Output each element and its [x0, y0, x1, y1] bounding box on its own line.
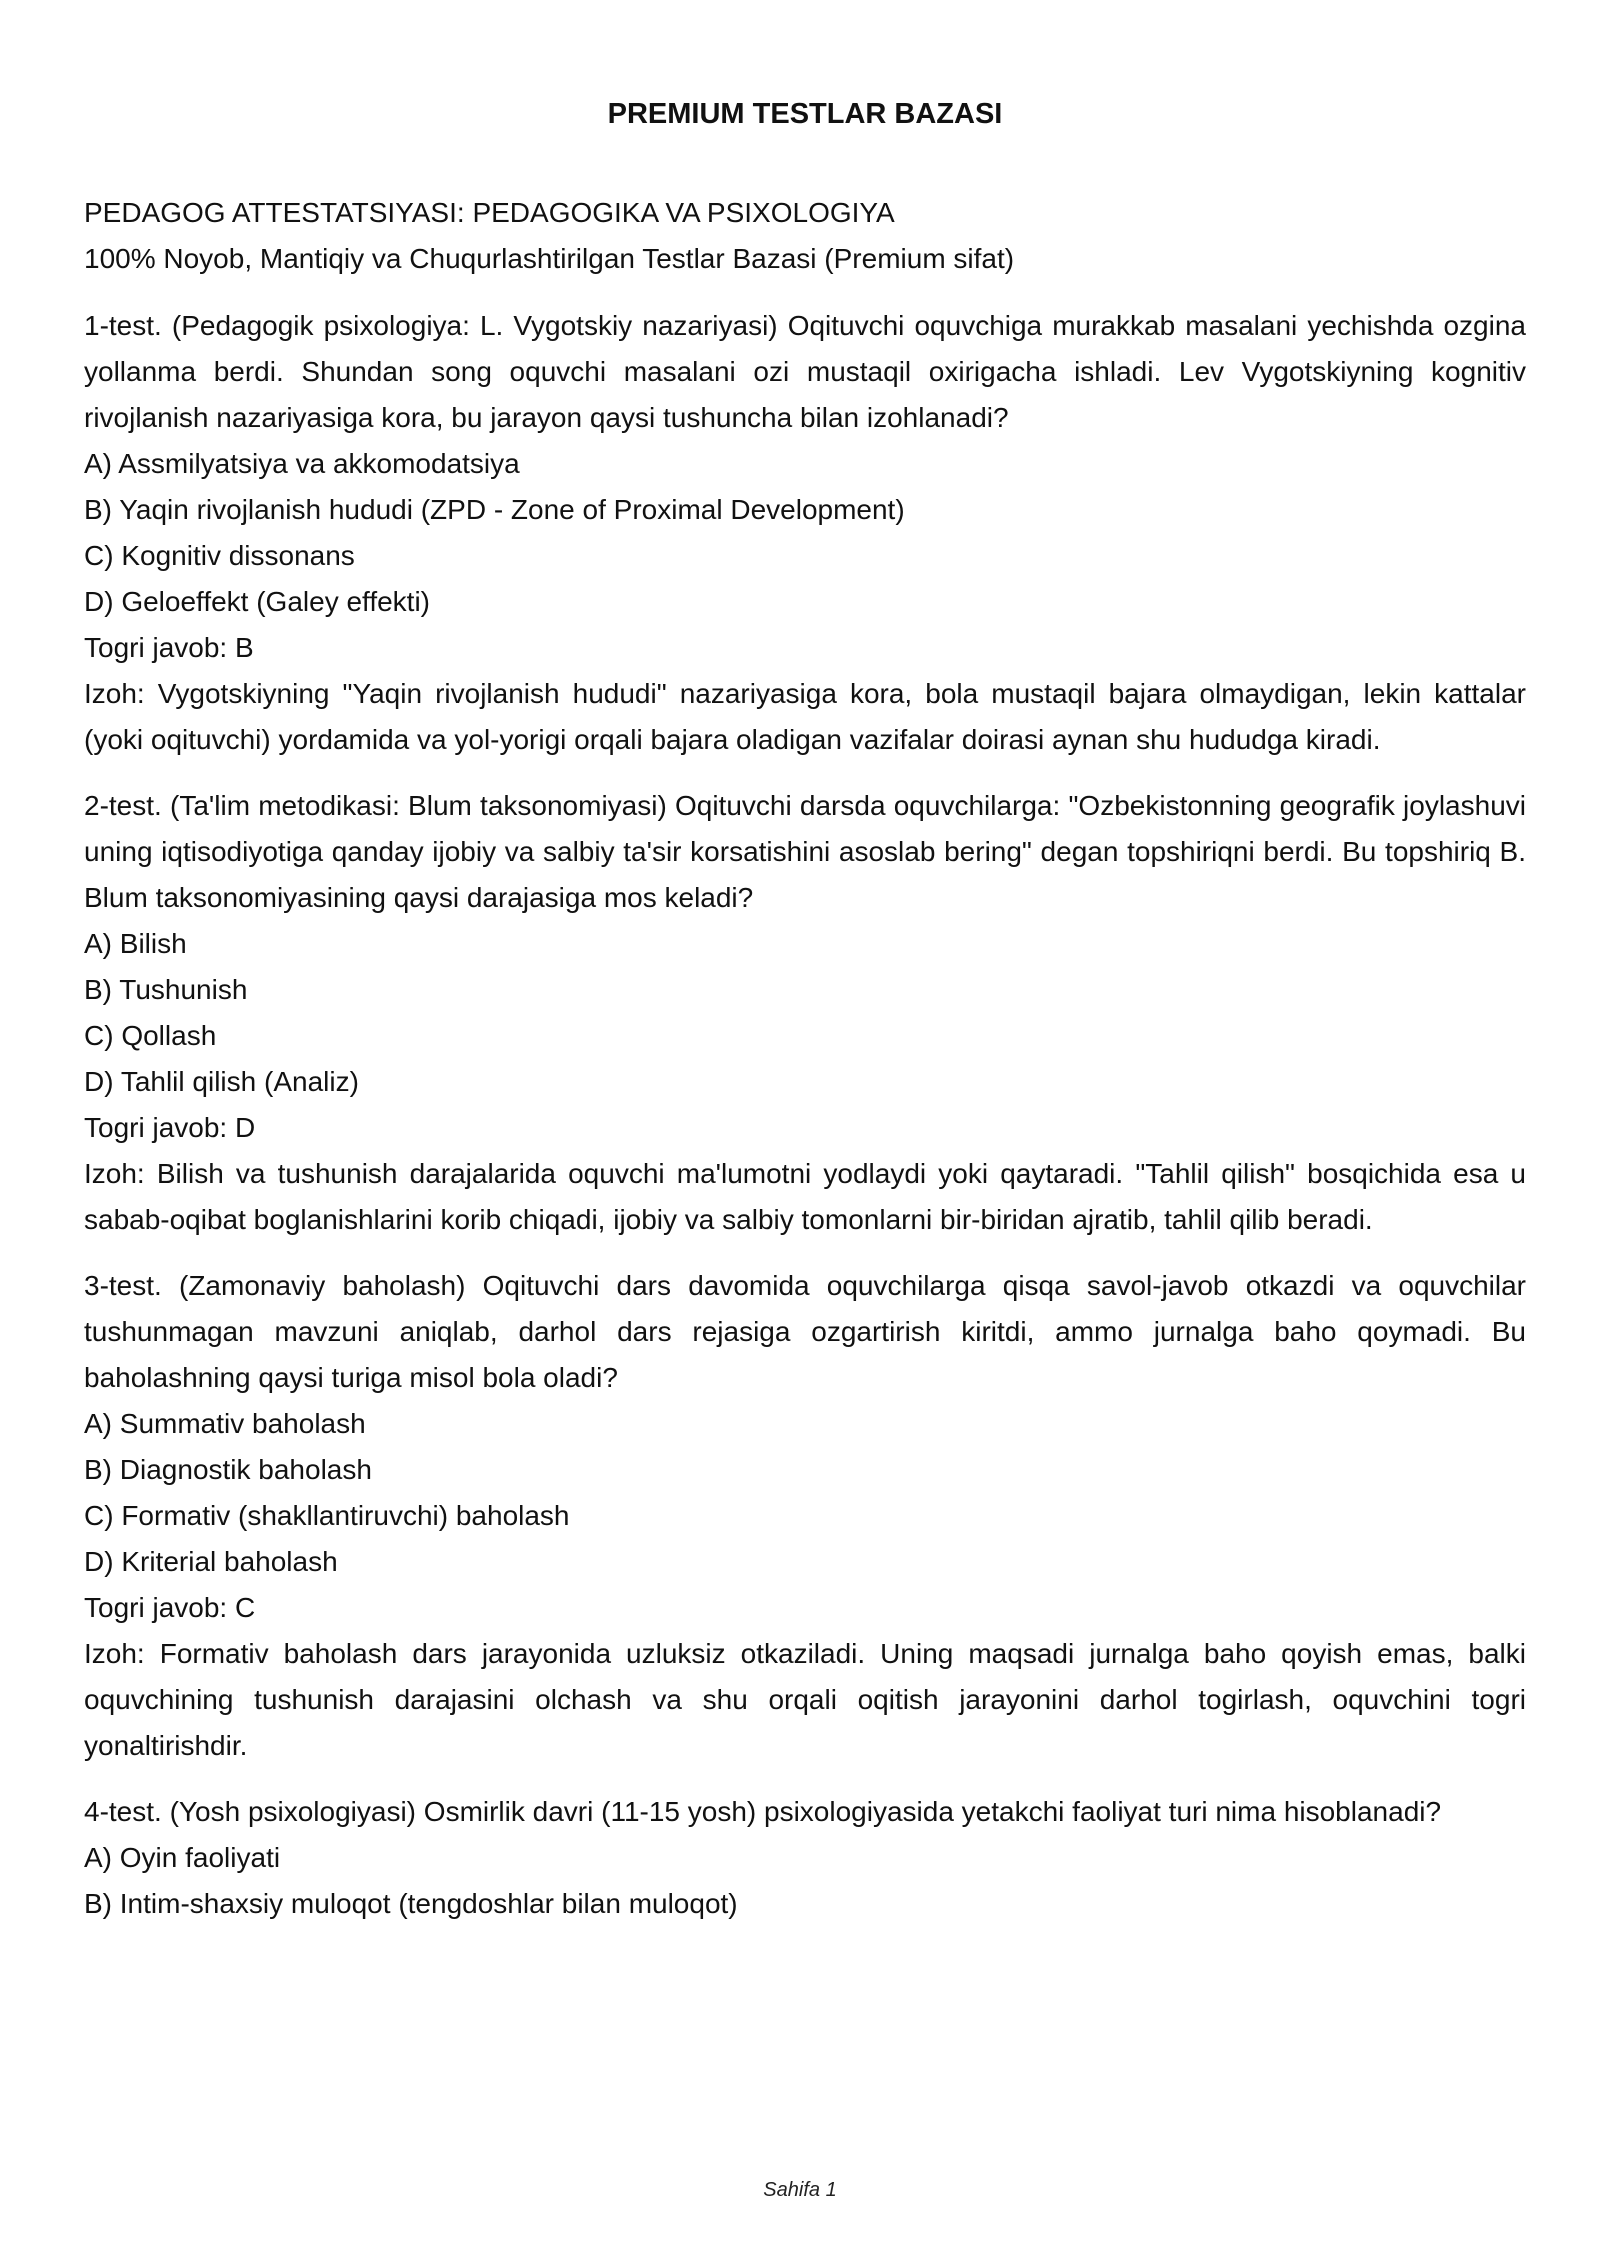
answer-option: A) Bilish	[84, 928, 187, 959]
answer-option: B) Diagnostik baholash	[84, 1454, 372, 1485]
question-item	[84, 1263, 1526, 1769]
answer-option: D) Tahlil qilish (Analiz)	[84, 1066, 359, 1097]
document-tagline: 100% Noyob, Mantiqiy va Chuqurlashtirilgan Testlar Bazasi (Premium sifat)	[84, 243, 1015, 274]
answer-option: A) Summativ baholash	[84, 1408, 366, 1439]
page-number: Sahifa 1	[763, 2179, 837, 2201]
correct-answer: Togri javob: B	[84, 632, 254, 663]
answer-option: C) Kognitiv dissonans	[84, 540, 355, 571]
answer-explanation: Izoh: Vygotskiyning "Yaqin rivojlanish hududi" nazariyasiga kora, bola mustaqil bajara olmaydigan, lekin kattalar (yoki oqituvchi) yordamida va yol-yorigi orqali bajara oladigan vazifalar doirasi aynan shu hududga kiradi.	[84, 678, 1526, 755]
answer-option: C) Formativ (shakllantiruvchi) baholash	[84, 1500, 570, 1531]
answer-option: B) Tushunish	[84, 974, 248, 1005]
question-text: 2-test. (Ta'lim metodikasi: Blum taksonomiyasi) Oqituvchi darsda oquvchilarga: "Ozbekistonning geografik joylashuvi uning iqtisodiyotiga qanday ijobiy va salbiy ta'sir korsatishini asoslab bering" degan topshiriqni berdi. Bu topshiriq B. Blum taksonomiyasining qaysi darajasiga mos keladi?	[84, 790, 1526, 913]
question-list	[84, 303, 1526, 1947]
question-text: 3-test. (Zamonaviy baholash) Oqituvchi dars davomida oquvchilarga qisqa savol-javob otkazdi va oquvchilar tushunmagan mavzuni aniqlab, darhol dars rejasiga ozgartirish kiritdi, ammo jurnalga baho qoymadi. Bu baholashning qaysi turiga misol bola oladi?	[84, 1270, 1526, 1393]
answer-option: B) Yaqin rivojlanish hududi (ZPD - Zone of Proximal Development)	[84, 494, 905, 525]
correct-answer: Togri javob: C	[84, 1592, 256, 1623]
document-subtitle: PEDAGOG ATTESTATSIYASI: PEDAGOGIKA VA PSIXOLOGIYA	[84, 197, 895, 228]
answer-option: B) Intim-shaxsiy muloqot (tengdoshlar bilan muloqot)	[84, 1888, 738, 1919]
document-title: PREMIUM TESTLAR BAZASI	[607, 98, 1003, 130]
answer-explanation: Izoh: Bilish va tushunish darajalarida oquvchi ma'lumotni yodlaydi yoki qaytaradi. "Tahlil qilish" bosqichida esa u sabab-oqibat boglanishlarini korib chiqadi, ijobiy va salbiy tomonlarni bir-biridan ajratib, tahlil qilib beradi.	[84, 1158, 1526, 1235]
answer-option: A) Oyin faoliyati	[84, 1842, 281, 1873]
answer-explanation: Izoh: Formativ baholash dars jarayonida uzluksiz otkaziladi. Uning maqsadi jurnalga baho qoyish emas, balki oquvchining tushunish darajasini olchash va shu orqali oqitish jarayonini darhol togirlash, oquvchini togri yonaltirishdir.	[84, 1638, 1526, 1761]
question-text: 4-test. (Yosh psixologiyasi) Osmirlik davri (11-15 yosh) psixologiyasida yetakchi faoliyat turi nima hisoblanadi?	[84, 1796, 1442, 1827]
question-item	[84, 1789, 1526, 1927]
answer-option: C) Qollash	[84, 1020, 217, 1051]
answer-option: A) Assmilyatsiya va akkomodatsiya	[84, 448, 520, 479]
question-item	[84, 303, 1526, 763]
question-text: 1-test. (Pedagogik psixologiya: L. Vygotskiy nazariyasi) Oqituvchi oquvchiga murakkab masalani yechishda ozgina yollanma berdi. Shundan song oquvchi masalani ozi mustaqil oxirigacha ishladi. Lev Vygotskiyning kognitiv rivojlanish nazariyasiga kora, bu jarayon qaysi tushuncha bilan izohlanadi?	[84, 310, 1526, 433]
question-item	[84, 783, 1526, 1243]
answer-option: D) Geloeffekt (Galey effekti)	[84, 586, 430, 617]
correct-answer: Togri javob: D	[84, 1112, 256, 1143]
answer-option: D) Kriterial baholash	[84, 1546, 338, 1577]
